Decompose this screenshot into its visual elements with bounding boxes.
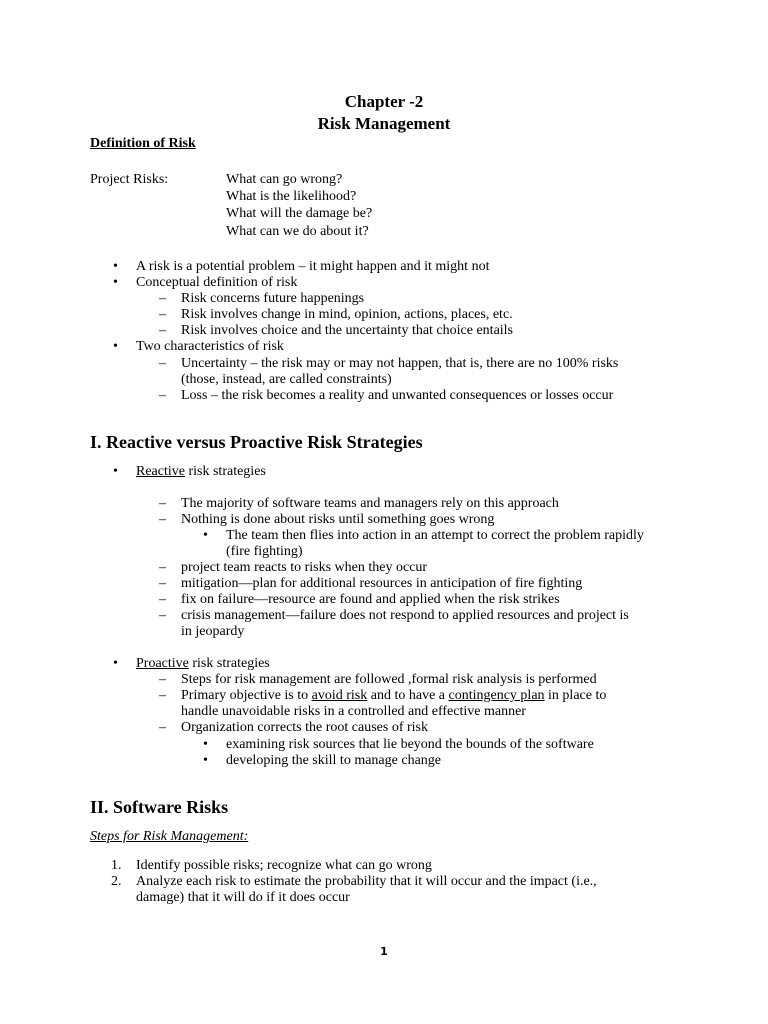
list-subitem: Loss – the risk becomes a reality and unwanted consequences or losses occur [181,388,614,403]
list-subitem: crisis management—failure does not respond to applied resources and project is [181,608,629,623]
list-subitem-continuation: (those, instead, are called constraints) [181,372,392,387]
list-subitem: Risk involves choice and the uncertainty that choice entails [181,323,514,338]
list-subitem [181,688,606,704]
list-item: Two characteristics of risk [136,339,284,354]
question-line: What is the likelihood? [226,189,357,204]
text-run: in place to [544,688,607,703]
dash-icon: – [159,323,166,338]
bullet-icon: • [113,275,118,290]
dash-icon: – [159,356,166,371]
proactive-rest: risk strategies [188,656,270,671]
list-subitem: Uncertainty – the risk may or may not happen, that is, there are no 100% risks [181,356,619,371]
section-heading: II. Software Risks [90,797,229,817]
dash-icon: – [159,307,166,322]
dash-icon: – [159,576,166,591]
list-subsubitem: The team then flies into action in an attempt to correct the problem rapidly [226,528,644,543]
list-subitem: Nothing is done about risks until something goes wrong [181,512,495,527]
question-line: What can go wrong? [226,172,343,187]
list-subitem: project team reacts to risks when they occur [181,560,428,575]
list-subitem: mitigation—plan for additional resources in anticipation of fire fighting [181,576,583,591]
section-heading: I. Reactive versus Proactive Risk Strategies [90,432,423,452]
list-subitem: Steps for risk management are followed ,formal risk analysis is performed [181,672,597,687]
bullet-icon: • [203,737,208,752]
reactive-word: Reactive [136,464,185,479]
step-item-continuation: damage) that it will do if it does occur [136,890,350,905]
avoid-risk-term: avoid risk [311,688,368,703]
chapter-subtitle: Risk Management [317,114,451,133]
proactive-heading [136,656,270,672]
bullet-icon: • [113,339,118,354]
dash-icon: – [159,512,166,527]
step-number: 1. [111,858,122,873]
list-subitem-continuation: handle unavoidable risks in a controlled and effective manner [181,704,526,719]
list-subsubitem: examining risk sources that lie beyond the bounds of the software [226,737,594,752]
contingency-plan-term: contingency plan [448,688,545,703]
step-number: 2. [111,874,122,889]
question-line: What will the damage be? [226,206,373,221]
list-subitem-continuation: in jeopardy [181,624,245,639]
list-subitem: Risk involves change in mind, opinion, actions, places, etc. [181,307,513,322]
dash-icon: – [159,388,166,403]
proactive-word: Proactive [136,656,189,671]
text-run: and to have a [367,688,449,703]
list-item: Conceptual definition of risk [136,275,298,290]
bullet-icon: • [113,464,118,479]
bullet-icon: • [203,528,208,543]
dash-icon: – [159,688,166,703]
bullet-icon: • [203,753,208,768]
list-subitem: fix on failure—resource are found and applied when the risk strikes [181,592,560,607]
step-item: Analyze each risk to estimate the probability that it will occur and the impact (i.e., [136,874,597,889]
dash-icon: – [159,496,166,511]
list-item: A risk is a potential problem – it might happen and it might not [136,259,490,274]
list-subitem: The majority of software teams and managers rely on this approach [181,496,559,511]
page-number: 1 [380,945,388,958]
dash-icon: – [159,592,166,607]
text-run: Primary objective is to [181,688,312,703]
dash-icon: – [159,672,166,687]
dash-icon: – [159,608,166,623]
definition-heading: Definition of Risk [90,136,196,151]
bullet-icon: • [113,656,118,671]
question-line: What can we do about it? [226,224,369,239]
reactive-rest: risk strategies [184,464,266,479]
dash-icon: – [159,720,166,735]
list-subitem: Organization corrects the root causes of risk [181,720,428,735]
dash-icon: – [159,560,166,575]
step-item: Identify possible risks; recognize what can go wrong [136,858,432,873]
list-subsubitem-continuation: (fire fighting) [226,544,303,559]
chapter-title: Chapter -2 [344,92,424,111]
project-risks-label: Project Risks: [90,172,169,187]
bullet-icon: • [113,259,118,274]
list-subsubitem: developing the skill to manage change [226,753,441,768]
reactive-heading [136,464,266,480]
dash-icon: – [159,291,166,306]
steps-heading: Steps for Risk Management: [90,829,249,844]
list-subitem: Risk concerns future happenings [181,291,365,306]
